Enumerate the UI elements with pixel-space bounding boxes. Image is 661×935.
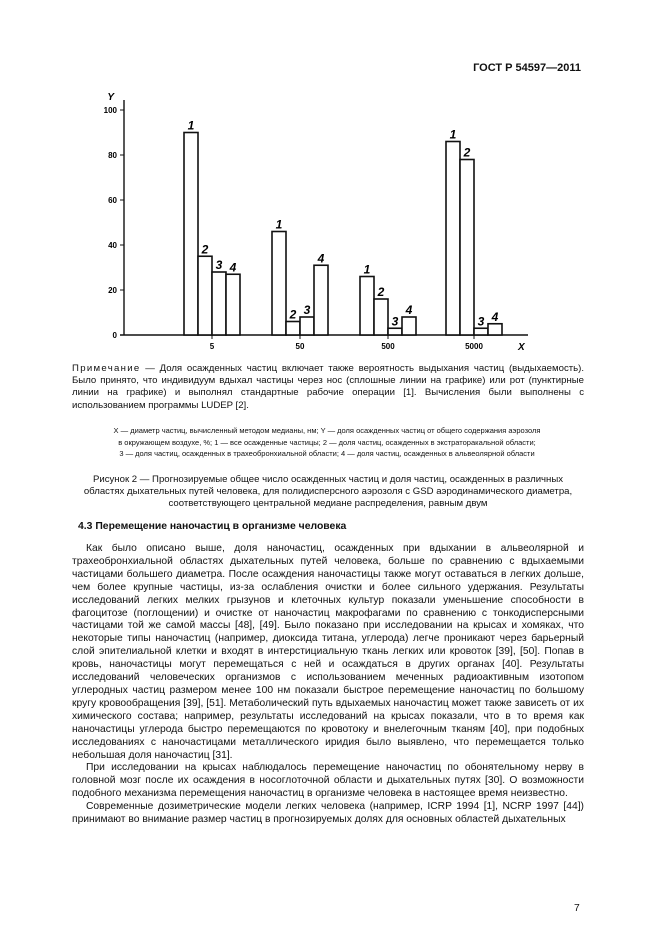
x-tick-label: 5000: [465, 342, 483, 351]
x-tick-label: 5: [209, 342, 215, 351]
bar: [474, 328, 488, 335]
bar: [212, 272, 226, 335]
y-tick-label: 0: [112, 331, 117, 340]
paragraph: Современные дозиметрические модели легких человека (например, ICRP 1994 [1], NCRP 1997 [44]) принимают во внимание размер частиц в прогнозируемых долях для основных областей дыхательных: [72, 801, 584, 826]
x-tick-label: 500: [381, 342, 395, 351]
bar-series-label: 3: [215, 258, 223, 272]
caption-line: областях дыхательных путей человека, для полидисперсного аэрозоля с GSD аэродинамического диаметра,: [83, 486, 573, 498]
section-heading: 4.3 Перемещение наночастиц в организме человека: [78, 521, 347, 532]
y-tick-label: 80: [108, 151, 117, 160]
note-lead: Примечание: [72, 363, 141, 374]
y-tick-label: 40: [108, 241, 117, 250]
caption-line: соответствующего центральной медиане распределения, равным двум: [168, 498, 488, 510]
y-tick-label: 60: [108, 196, 117, 205]
paragraph: Как было описано выше, доля наночастиц, осажденных при вдыхании в альвеолярной и трахеобронхиальной областях дыхательных путей человека, больше по сравнению с вдыхаемыми частицами большего диаметра. После осаждения наночастицы также могут оставаться в легких дольше, чем более крупные частицы, из-за ослабления очистки и более сильного удержания. Результаты исследований легких мелких грызунов и клеточных культур показали уменьшение способности в фагоцитозе (поглощении) и очистке от наночастиц макрофагами по сравнению с тонкодисперсными частицами той же самой массы [48], [49]. Было показано при исследовании на крысах и хомяках, что некоторые типы наночастиц (например, диоксида титана, углерода) легче проникают через барьерный слой эпителиальной клетки и входят в интерстициальную ткань легких или кровоток [39], [50]. Попав в кровь, наночастицы могут перемещаться с ней и осаждаться в других органах [40]. Результаты исследований человеческих организмов с использованием меченных радиоактивным изотопом углеродных частиц размером менее 100 нм показали быстрое перемещение наночастиц по большому кругу кровообращения [39], [51]. Метаболический путь вдыхаемых наночастиц может также зависеть от их химического состава; например, результаты исследований на крысах показали, что в то время как наночастицы углерода быстро перемещаются по кровотоку и внелегочным тканям [40], при подобных исследованиях с наночастицами металлического иридия было выявлено, что перемещается только небольшая доля наночастиц [31].: [72, 543, 584, 761]
figure-note: [72, 363, 584, 412]
bar: [388, 328, 402, 335]
x-axis-label: X: [518, 342, 525, 353]
bar: [360, 277, 374, 336]
section-body: [72, 543, 584, 827]
bar-series-label: 4: [317, 251, 325, 266]
legend-line: X — диаметр частиц, вычисленный методом медианы, нм; Y — доля осажденных частиц от общего содержания аэрозоля: [113, 426, 541, 435]
bar-series-label: 2: [377, 285, 385, 299]
bar-series-label: 4: [229, 260, 237, 275]
legend-line: 3 — доля частиц, осажденных в трахеобронхиальной области; 4 — доля частиц, осажденных в альвеолярной области: [119, 449, 535, 459]
bar: [286, 322, 300, 336]
caption-line: Рисунок 2 — Прогнозируемые общее число осажденных частиц и доля частиц, осажденных в различных: [92, 474, 564, 485]
bar-series-label: 2: [289, 307, 297, 322]
bar-series-label: 1: [449, 127, 457, 142]
bar: [314, 265, 328, 335]
figure-legend: [66, 425, 588, 460]
y-tick-label: 20: [108, 286, 117, 295]
bar-series-label: 3: [391, 314, 399, 329]
bar: [460, 160, 474, 336]
note-text: — Доля осажденных частиц включает также вероятность выдыхания частиц (выдыхаемость). Было принято, что индивидуум вдыхал частицы через нос (сплошные линии на графике) или рот (пунктирные линии на графике) и выполнял стандартные рабочие операции [1]. Вычисления были выполнены с использованием программы LUDEP [2].: [72, 363, 584, 411]
bar: [300, 317, 314, 335]
bar-series-label: 1: [187, 118, 195, 133]
bar: [402, 317, 416, 335]
bar: [488, 324, 502, 335]
y-axis-label: Y: [107, 92, 114, 103]
bar-chart: [80, 86, 550, 354]
bar-series-label: 3: [477, 314, 485, 329]
bar: [374, 299, 388, 335]
bar: [226, 274, 240, 335]
document-id: ГОСТ Р 54597—2011: [473, 62, 581, 74]
bar: [184, 133, 198, 336]
bar-series-label: 2: [201, 242, 209, 257]
bar: [446, 142, 460, 336]
legend-line: в окружающем воздухе, %; 1 — все осажденные частицы; 2 — доля частиц, осажденных в экстраторакальной области;: [118, 437, 536, 447]
bar: [198, 256, 212, 335]
figure-caption: [72, 474, 584, 511]
bar-series-label: 4: [491, 309, 499, 324]
bar: [272, 232, 286, 336]
bar-series-label: 3: [303, 303, 311, 317]
bar-series-label: 1: [275, 217, 283, 232]
x-tick-label: 50: [295, 342, 305, 351]
paragraph: При исследовании на крысах наблюдалось перемещение наночастиц по обонятельному нерву в головной мозг после их осаждения в носоглоточной области и дыхательных путях [30]. О возможности подобного механизма перемещения наночастиц в организме человека в настоящее время неизвестно.: [72, 762, 584, 800]
bar-series-label: 2: [463, 145, 471, 160]
y-tick-label: 100: [103, 106, 117, 115]
page-number: 7: [574, 903, 580, 914]
bar-series-label: 1: [363, 262, 371, 277]
bar-series-label: 4: [405, 303, 413, 317]
